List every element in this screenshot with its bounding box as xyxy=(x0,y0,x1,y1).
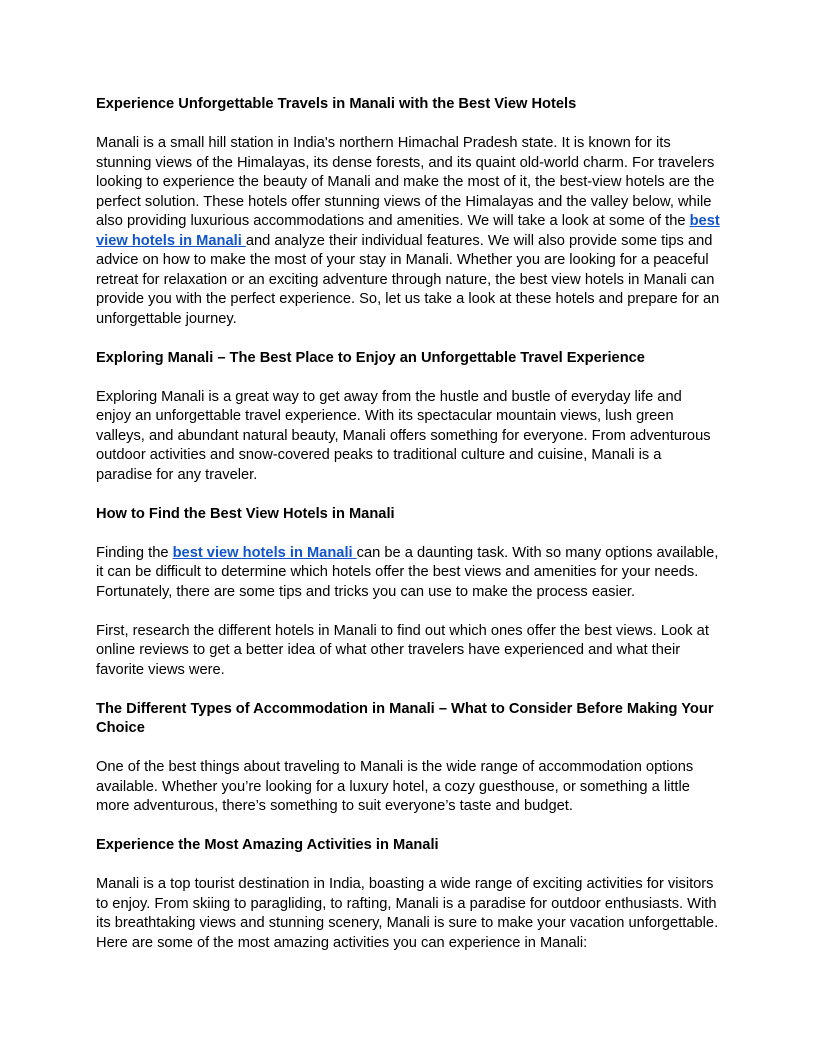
section-heading: Experience Unforgettable Travels in Manali with the Best View Hotels xyxy=(96,96,577,112)
paragraph xyxy=(96,544,720,603)
section-heading: The Different Types of Accommodation in Manali – What to Consider Before Making Your Choice xyxy=(96,700,714,736)
paragraph xyxy=(96,134,720,329)
paragraph: First, research the different hotels in Manali to find out which ones offer the best views. Look at online reviews to get a better idea of what other travelers have experienced and what their favorite views were. xyxy=(96,622,709,678)
spacer xyxy=(96,817,720,837)
section-heading: Experience the Most Amazing Activities in Manali xyxy=(96,837,439,853)
best-view-hotels-link[interactable]: best view hotels in Manali xyxy=(96,213,720,249)
paragraph-text: and analyze their individual features. We will also provide some tips and advice on how to make the most of your stay in Manali. Whether you are looking for a peaceful retreat for relaxation or an exciting adventure through nature, the best view hotels in Manali can provide you with the perfect experience. So, let us take a look at these hotels and prepare for an unforgettable journey. xyxy=(96,232,720,327)
paragraph: Manali is a top tourist destination in India, boasting a wide range of exciting activities for visitors to enjoy. From skiing to paragliding, to rafting, Manali is a paradise for outdoor enthusiasts. With its breathtaking views and stunning scenery, Manali is sure to make your vacation unforgettable. Here are some of the most amazing activities you can experience in Manali: xyxy=(96,876,719,951)
section-heading: How to Find the Best View Hotels in Manali xyxy=(96,505,395,522)
spacer xyxy=(96,739,720,759)
paragraph-text: can be a daunting task. With so many options available, it can be difficult to determine which hotels offer the best views and amenities for your needs. Fortunately, there are some tips and tricks you can use to make the process easier. xyxy=(96,544,719,600)
spacer xyxy=(96,524,720,544)
spacer xyxy=(96,115,720,135)
spacer xyxy=(96,856,720,876)
section-heading: Exploring Manali – The Best Place to Enjoy an Unforgettable Travel Experience xyxy=(96,349,645,366)
paragraph: One of the best things about traveling to Manali is the wide range of accommodation options available. Whether you’re looking for a luxury hotel, a cozy guesthouse, or something a little more adventurous, there’s something to suit everyone’s taste and budget. xyxy=(96,759,694,814)
spacer xyxy=(96,680,720,700)
paragraph-text: Finding the xyxy=(96,544,173,561)
best-view-hotels-link[interactable]: best view hotels in Manali xyxy=(172,544,357,561)
spacer xyxy=(96,485,720,505)
spacer xyxy=(96,329,720,349)
spacer xyxy=(96,368,720,388)
document-body xyxy=(96,95,720,953)
paragraph: Exploring Manali is a great way to get away from the hustle and bustle of everyday life and enjoy an unforgettable travel experience. With its spectacular mountain views, lush green valleys, and abundant natural beauty, Manali offers something for everyone. From adventurous outdoor activities and snow-covered peaks to traditional culture and cuisine, Manali is a paradise for any traveler. xyxy=(96,388,711,483)
spacer xyxy=(96,602,720,622)
paragraph-text: Manali is a small hill station in India's northern Himachal Pradesh state. It is known for its stunning views of the Himalayas, its dense forests, and its quaint old-world charm. For travelers looking to experience the beauty of Manali and make the most of it, the best-view hotels are the perfect solution. These hotels offer stunning views of the Himalayas and the valley below, while also providing luxurious accommodations and amenities. We will take a look at some of the xyxy=(96,135,715,229)
